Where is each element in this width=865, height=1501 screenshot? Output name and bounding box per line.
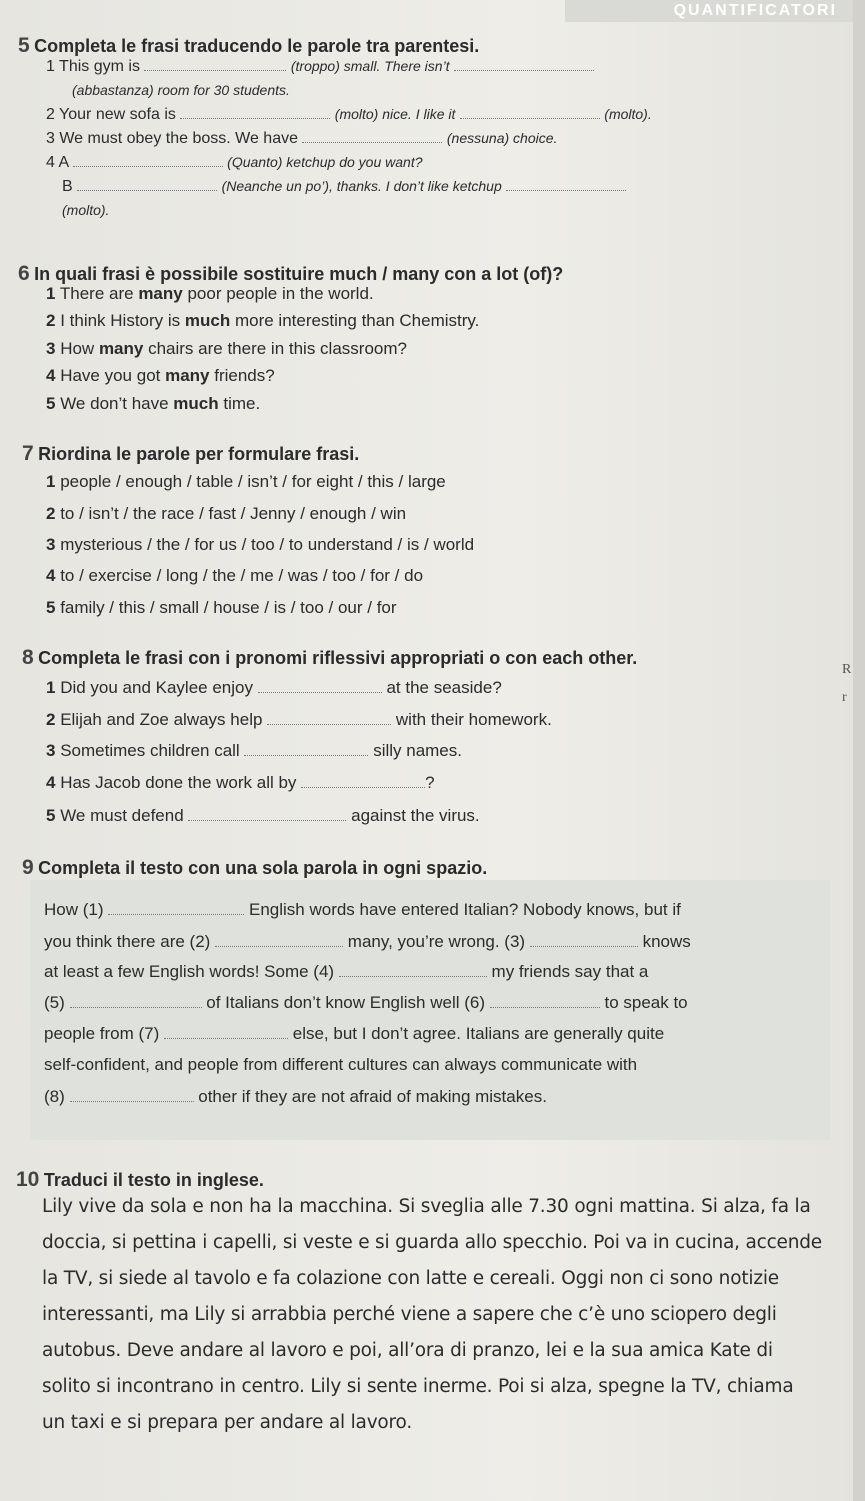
exercise-8-heading — [22, 646, 637, 670]
list-item: 2 Elijah and Zoe always help with their homework. — [46, 710, 552, 729]
text-line: people from (7) else, but I don’t agree. Italians are generally quite — [44, 1024, 665, 1043]
text-line: solito si incontrano in centro. Lily si sente inerme. Poi si alza, spegne la TV, chiama — [42, 1376, 794, 1397]
margin-letter: R — [842, 662, 852, 677]
list-item: 3 How many chairs are there in this classroom? — [46, 339, 407, 358]
exercise-line: 4 A (Quanto) ketchup do you want? — [46, 154, 423, 171]
exercise-line: 2 Your new sofa is (molto) nice. I like it (molto). — [46, 106, 652, 123]
exercise-title: Traduci il testo in inglese. — [43, 1170, 264, 1190]
exercise-line: B (Neanche un po’), thanks. I don’t like ketchup — [62, 178, 626, 196]
answer-blank[interactable] — [180, 106, 330, 119]
answer-blank[interactable] — [164, 1026, 288, 1039]
exercise-number: 7 — [22, 442, 34, 465]
list-item: 4 Has Jacob done the work all by ? — [46, 773, 435, 792]
exercise-title: Riordina le parole per formulare frasi. — [38, 444, 360, 464]
exercise-number: 6 — [18, 262, 30, 285]
answer-blank[interactable] — [108, 902, 244, 915]
list-item: 1 Did you and Kaylee enjoy at the seaside? — [46, 678, 502, 697]
text-line: un taxi e si prepara per andare al lavoro. — [42, 1412, 413, 1433]
answer-blank[interactable] — [188, 808, 346, 821]
answer-blank[interactable] — [460, 106, 600, 119]
list-item: 4 to / exercise / long / the / me / was / too / for / do — [46, 566, 424, 585]
text-line: How (1) English words have entered Italian? Nobody knows, but if — [44, 900, 681, 919]
text-line: Lily vive da sola e non ha la macchina. Si sveglia alle 7.30 ogni mattina. Si alza, fa la — [42, 1196, 811, 1217]
section-banner: QUANTIFICATORI — [565, 0, 865, 22]
text-line: doccia, si pettina i capelli, si veste e si guarda allo specchio. Poi va in cucina, accende — [42, 1232, 822, 1253]
answer-blank[interactable] — [301, 775, 425, 788]
answer-blank[interactable] — [530, 934, 638, 947]
answer-blank[interactable] — [77, 178, 217, 191]
answer-blank[interactable] — [73, 154, 223, 167]
text-line: you think there are (2) many, you’re wrong. (3) knows — [44, 932, 691, 951]
answer-blank[interactable] — [70, 1089, 194, 1102]
list-item: 1 There are many poor people in the world. — [46, 284, 374, 303]
exercise-number: 8 — [22, 646, 34, 669]
exercise-number: 5 — [18, 34, 30, 57]
list-item: 5 We don’t have much time. — [46, 394, 261, 413]
exercise-number: 9 — [22, 856, 34, 879]
text-line: la TV, si siede al tavolo e fa colazione con latte e cereali. Oggi non ci sono notizie — [42, 1268, 779, 1289]
exercise-title: Completa il testo con una sola parola in ogni spazio. — [38, 858, 488, 878]
exercise-title: In quali frasi è possibile sostituire much / many con a lot (of)? — [34, 264, 564, 284]
text-line: (8) other if they are not afraid of making mistakes. — [44, 1087, 547, 1106]
exercise-6-heading — [18, 262, 563, 286]
exercise-line: 1 This gym is (troppo) small. There isn’t — [46, 58, 594, 76]
answer-blank[interactable] — [258, 680, 382, 693]
answer-blank[interactable] — [454, 58, 594, 71]
exercise-title: Completa le frasi con i pronomi riflessivi appropriati o con each other. — [38, 648, 638, 668]
list-item: 4 Have you got many friends? — [46, 366, 275, 385]
answer-blank[interactable] — [244, 743, 368, 756]
list-item: 3 mysterious / the / for us / too / to understand / is / world — [46, 535, 475, 554]
exercise-title: Completa le frasi traducendo le parole tra parentesi. — [34, 36, 480, 56]
margin-letter: r — [842, 690, 847, 705]
answer-blank[interactable] — [302, 130, 442, 143]
exercise-line: 3 We must obey the boss. We have (nessuna) choice. — [46, 130, 558, 147]
answer-blank[interactable] — [339, 964, 487, 977]
list-item: 2 to / isn’t / the race / fast / Jenny / enough / win — [46, 504, 407, 523]
answer-blank[interactable] — [506, 178, 626, 191]
answer-blank[interactable] — [267, 712, 391, 725]
list-item: 5 We must defend against the virus. — [46, 806, 480, 825]
text-line: autobus. Deve andare al lavoro e poi, all’ora di pranzo, lei e la sua amica Kate di — [42, 1340, 773, 1361]
exercise-number: 10 — [16, 1168, 40, 1191]
page-edge — [853, 0, 865, 1501]
exercise-9-heading — [22, 856, 487, 880]
list-item: 2 I think History is much more interesting than Chemistry. — [46, 311, 480, 330]
answer-blank[interactable] — [70, 995, 202, 1008]
exercise-7-heading — [22, 442, 359, 466]
exercise-5-heading — [18, 34, 479, 58]
exercise-line: (abbastanza) room for 30 students. — [72, 82, 290, 98]
list-item: 5 family / this / small / house / is / too / our / for — [46, 598, 397, 617]
text-line: self-confident, and people from different cultures can always communicate with — [44, 1055, 638, 1074]
text-line: interessanti, ma Lily si arrabbia perché viene a sapere che c’è uno sciopero degli — [42, 1304, 777, 1325]
text-line: at least a few English words! Some (4) my friends say that a — [44, 962, 649, 981]
answer-blank[interactable] — [490, 995, 600, 1008]
answer-blank[interactable] — [215, 934, 343, 947]
text-line: (5) of Italians don’t know English well (6) to speak to — [44, 993, 688, 1012]
answer-blank[interactable] — [144, 58, 286, 71]
list-item: 3 Sometimes children call silly names. — [46, 741, 462, 760]
exercise-10-heading — [16, 1168, 264, 1192]
exercise-line: (molto). — [62, 202, 110, 218]
list-item: 1 people / enough / table / isn’t / for eight / this / large — [46, 472, 446, 491]
